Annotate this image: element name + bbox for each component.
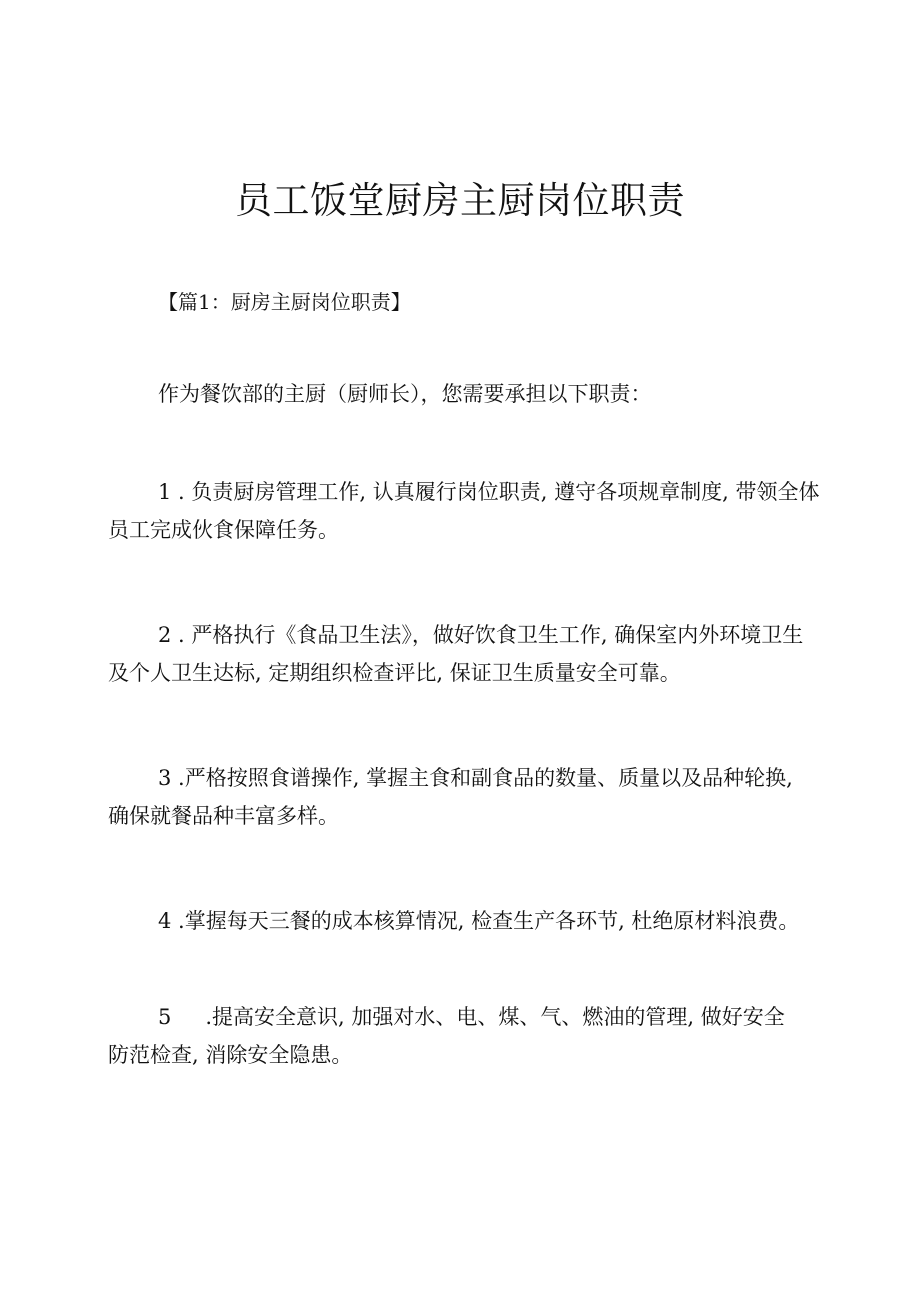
duty-item-4 [108, 902, 820, 940]
duty-text: .严格按照食谱操作, 掌握主食和副食品的数量、质量以及品种轮换, 确保就餐品种丰富多样。 [108, 766, 793, 828]
duty-number: 1 [158, 480, 172, 504]
document-title: 员工饭堂厨房主厨岗位职责 [235, 179, 685, 222]
duty-number: 4 [158, 909, 172, 933]
duty-number: 2 [158, 623, 172, 647]
duty-text: . 负责厨房管理工作, 认真履行岗位职责, 遵守各项规章制度, 带领全体员工完成伙食保障任务。 [108, 480, 820, 542]
duty-number: 3 [158, 766, 172, 790]
duty-item-5 [108, 998, 798, 1074]
duty-item-2 [108, 616, 820, 692]
duty-text: . 严格执行《食品卫生法》，做好饮食卫生工作, 确保室内外环境卫生及个人卫生达标, 定期组织检查评比, 保证卫生质量安全可靠。 [108, 623, 804, 685]
duty-item-1 [108, 473, 820, 549]
duty-item-3 [108, 759, 820, 835]
duty-text: .提高安全意识, 加强对水、电、煤、气、燃油的管理, 做好安全防范检查, 消除安全隐患。 [108, 1005, 785, 1067]
duty-text: .掌握每天三餐的成本核算情况, 检查生产各环节, 杜绝原材料浪费。 [171, 909, 800, 933]
section-heading: 【篇1：厨房主厨岗位职责】 [158, 290, 411, 314]
intro-paragraph: 作为餐饮部的主厨（厨师长），您需要承担以下职责： [158, 382, 652, 406]
duty-number: 5 [158, 1005, 172, 1029]
